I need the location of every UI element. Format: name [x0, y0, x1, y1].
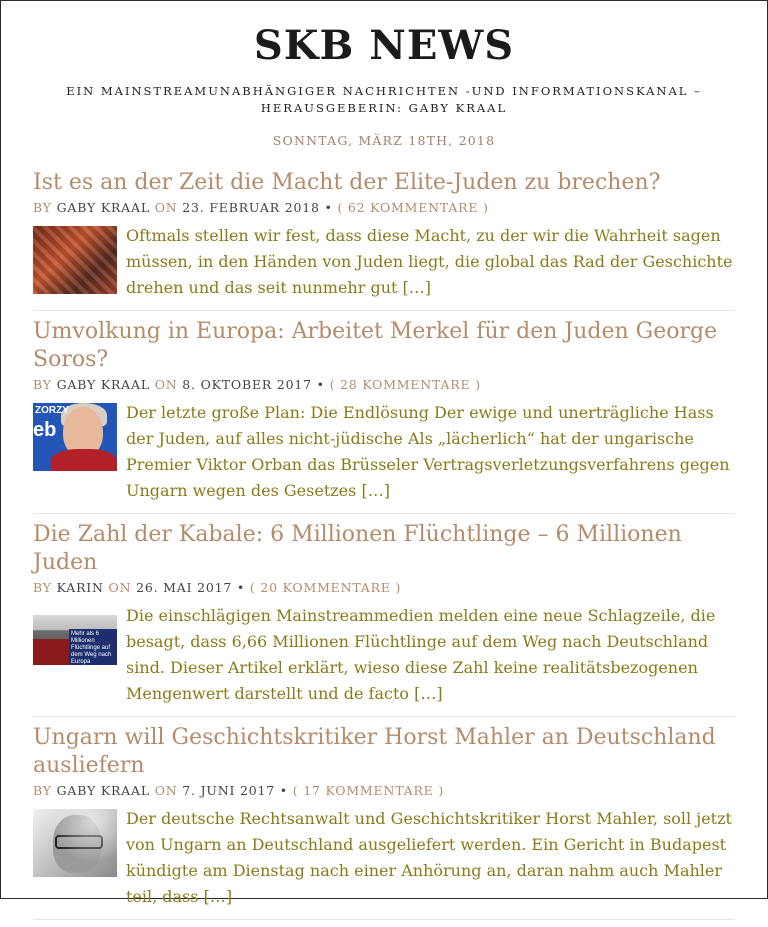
post-list	[33, 169, 735, 927]
read-more-link[interactable]: […]	[414, 684, 443, 703]
comments-link[interactable]: ( 62 KOMMENTARE )	[337, 200, 489, 215]
thumb-coat	[51, 449, 117, 471]
meta-bullet: •	[324, 200, 333, 215]
post-excerpt	[126, 400, 735, 504]
post-meta	[33, 377, 735, 392]
post	[33, 318, 735, 514]
post-excerpt	[126, 223, 735, 301]
meta-bullet: •	[236, 580, 246, 595]
post-date-link[interactable]: 8. OKTOBER 2017	[182, 377, 312, 392]
portrait-image[interactable]	[33, 403, 117, 471]
read-more-link[interactable]: […]	[402, 278, 431, 297]
post-title-link[interactable]: Umvolkung in Europa: Arbeitet Merkel für den Juden George Soros?	[33, 319, 718, 372]
excerpt-text: Der letzte große Plan: Die Endlösung Der ewige und unerträgliche Hass der Juden, auf alles nicht-jüdische Als „lächerlich“ hat der ungarische Premier Viktor Orban das Brüsseler Vertragsverletzungsverfahrens gegen Ungarn wegen des Gesetzes	[126, 403, 730, 500]
post	[33, 169, 735, 311]
post-excerpt	[126, 603, 735, 707]
author-link[interactable]: GABY KRAAL	[56, 200, 150, 215]
thumb-text-big: eb	[33, 419, 57, 441]
post-title-link[interactable]: Ungarn will Geschichtskritiker Horst Mahler an Deutschland ausliefern	[33, 725, 716, 778]
post-date-link[interactable]: 7. JUNI 2017	[182, 783, 275, 798]
comments-link[interactable]: ( 17 KOMMENTARE )	[292, 783, 445, 798]
by-label: BY	[33, 200, 52, 215]
site-description: EIN MAINSTREAMUNABHÄNGIGER NACHRICHTEN -UND INFORMATIONSKANAL – HERAUSGEBERIN: GABY KRAAL	[66, 84, 702, 115]
thumb-highlight	[33, 809, 117, 877]
protest-crowd-image[interactable]	[33, 226, 117, 294]
on-label: ON	[154, 783, 178, 798]
by-label: BY	[33, 783, 52, 798]
author-link[interactable]: GABY KRAAL	[56, 377, 150, 392]
post-meta	[33, 200, 735, 215]
read-more-link[interactable]: […]	[203, 887, 233, 906]
thumb-red-block	[33, 639, 69, 665]
post-title-link[interactable]: Ist es an der Zeit die Macht der Elite-Juden zu brechen?	[33, 170, 661, 195]
post-title-link[interactable]: Die Zahl der Kabale: 6 Millionen Flüchtlinge – 6 Millionen Juden	[33, 522, 682, 575]
on-label: ON	[108, 580, 132, 595]
post	[33, 724, 735, 920]
refugees-image[interactable]	[33, 615, 117, 665]
by-label: BY	[33, 377, 52, 392]
read-more-link[interactable]: […]	[361, 481, 390, 500]
comments-link[interactable]: ( 28 KOMMENTARE )	[329, 377, 481, 392]
by-label: BY	[33, 580, 52, 595]
comments-link[interactable]: ( 20 KOMMENTARE )	[249, 580, 402, 595]
post-date-link[interactable]: 23. FEBRUAR 2018	[182, 200, 320, 215]
excerpt-text: Oftmals stellen wir fest, dass diese Macht, zu der wir die Wahrheit sagen müssen, in den Händen von Juden liegt, die global das Rad der Geschichte drehen und das seit nunmehr gut	[126, 226, 733, 297]
site-title[interactable]: SKB NEWS	[253, 22, 515, 69]
post-meta	[33, 580, 735, 595]
on-label: ON	[154, 200, 178, 215]
author-link[interactable]: KARIN	[56, 580, 104, 595]
thumb-caption: Mehr als 6 Millionen Flüchtlinge auf dem Weg nach Europa	[71, 631, 112, 665]
author-link[interactable]: GABY KRAAL	[56, 783, 150, 798]
post	[33, 521, 735, 717]
excerpt-text: Die einschlägigen Mainstreammedien melden eine neue Schlagzeile, die besagt, dass 6,66 Millionen Flüchtlinge auf dem Weg nach Deutschland sind. Dieser Artikel erklärt, wieso diese Zahl keine realitätsbezogenen Mengenwert darstellt und de facto	[126, 606, 716, 703]
post-meta	[33, 783, 735, 798]
post-excerpt	[126, 806, 735, 910]
excerpt-text: Der deutsche Rechtsanwalt und Geschichtskritiker Horst Mahler, soll jetzt von Ungarn an Deutschland ausgeliefert werden. Ein Gericht in Budapest kündigte am Dienstag nach einer Anhörung an, daran nahm auch Mahler teil, dass	[126, 809, 732, 906]
site-date: SONNTAG, MÄRZ 18TH, 2018	[272, 133, 496, 148]
post-date-link[interactable]: 26. MAI 2017	[136, 580, 233, 595]
portrait-bw-image[interactable]	[33, 809, 117, 877]
meta-bullet: •	[279, 783, 288, 798]
on-label: ON	[154, 377, 178, 392]
thumb-text-top: ZORZY	[35, 405, 69, 416]
meta-bullet: •	[316, 377, 325, 392]
